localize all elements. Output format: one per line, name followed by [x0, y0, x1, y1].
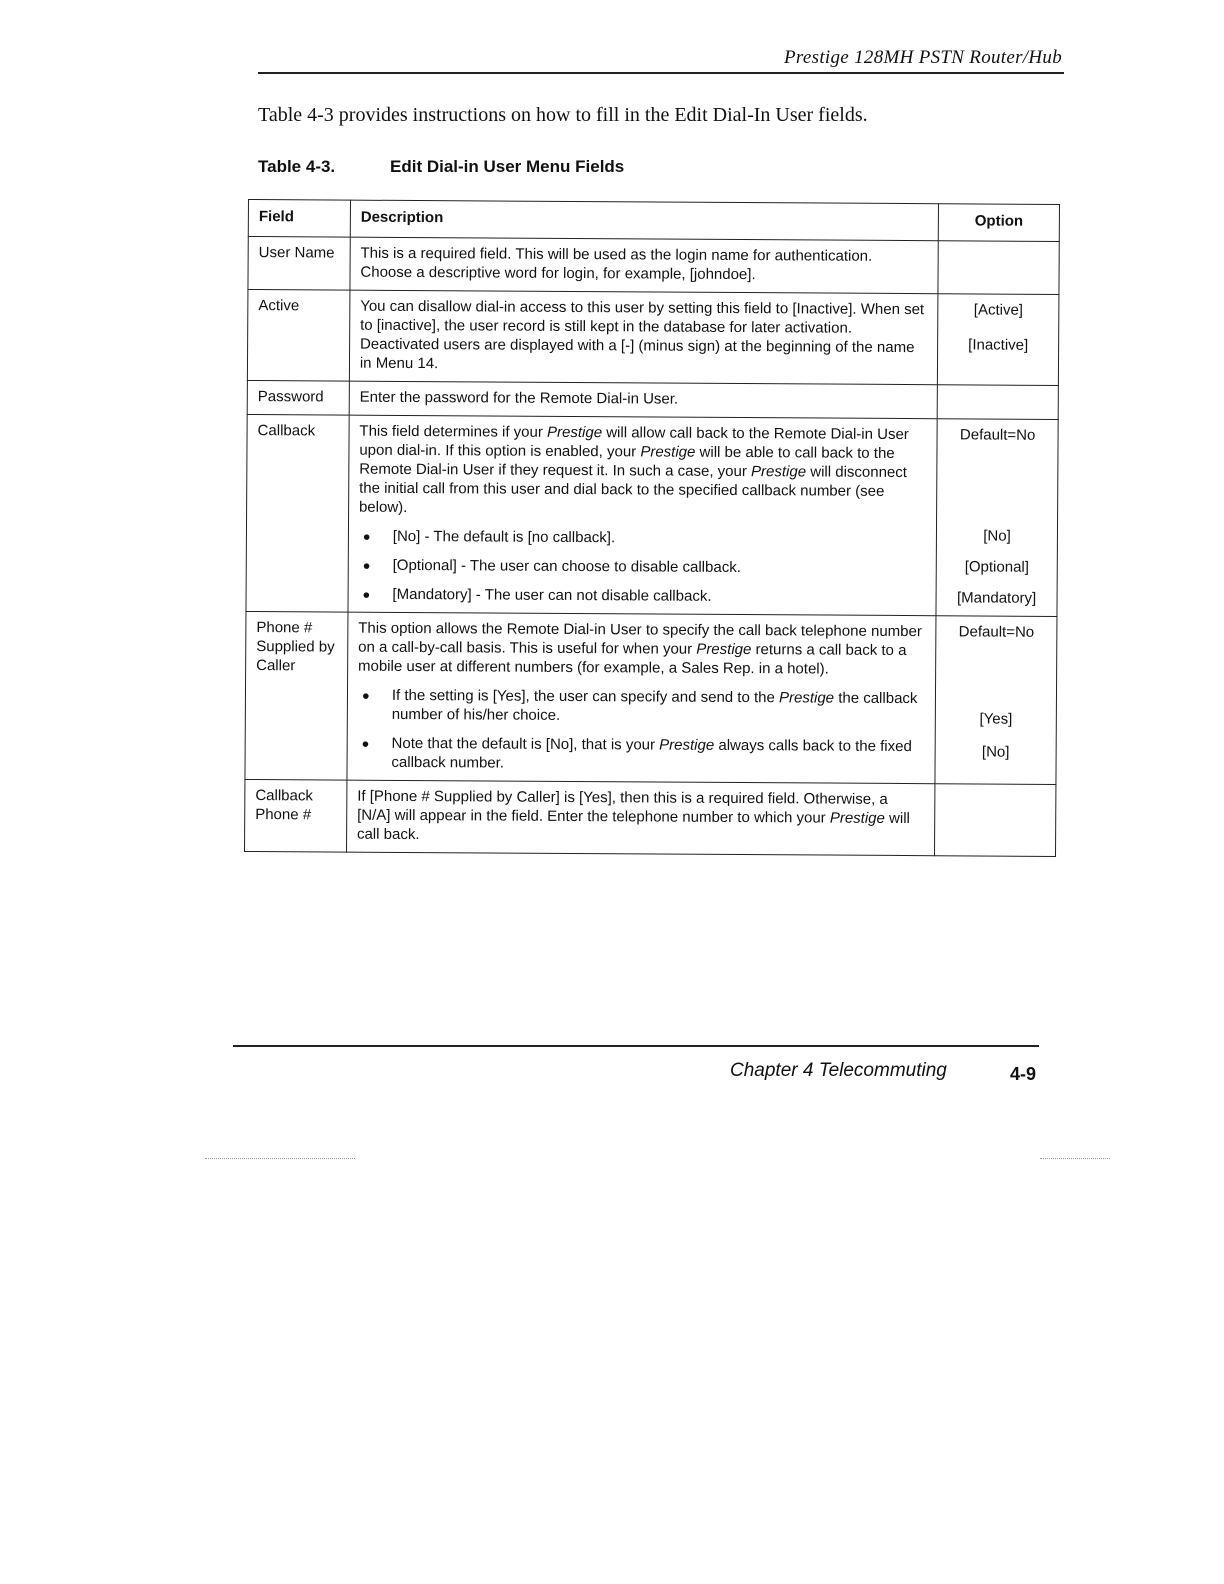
text-run: will allow call back to the Remote Dial-in User upon dial-in. If this option is enabled, your [359, 424, 909, 461]
product-name: Prestige [751, 463, 807, 481]
field-description [347, 612, 936, 784]
bullet-item [358, 686, 926, 727]
table-row [247, 380, 1058, 419]
field-description: Enter the password for the Remote Dial-in User. [349, 381, 937, 419]
bullet-item: ● [No] - The default is [no callback]. [359, 527, 926, 549]
field-option [935, 784, 1056, 857]
text-run: Note that the default is [No], that is your [391, 734, 660, 754]
text-run: the callback number of his/her choice. [391, 689, 918, 724]
default-value: Default=No [958, 623, 1035, 641]
option-value: [Optional] [964, 558, 1030, 576]
text-run: always calls back to the fixed callback number. [391, 736, 912, 772]
product-name: Prestige [640, 443, 696, 461]
field-options [936, 419, 1058, 617]
table-row [245, 779, 1056, 856]
page-header [258, 42, 1064, 74]
description-paragraph [357, 787, 925, 847]
text-run: will call back. [356, 809, 910, 844]
field-description: This is a required field. This will be used as the login name for authentication. Choose a descriptive word for login, for example, [johndoe]. [350, 237, 939, 294]
header-title: Prestige 128MH PSTN Router/Hub [784, 47, 1062, 68]
field-description [346, 780, 935, 856]
table-row [247, 290, 1059, 386]
table-caption [258, 157, 624, 177]
text-run: will disconnect the initial call from this user and dial back to the specified callback number (see below). [358, 463, 908, 516]
field-name: Password [247, 380, 349, 415]
field-option [937, 385, 1058, 420]
text-run: will be able to call back to the Remote Dial-in User if they request it. In such a case, your [359, 443, 895, 481]
table-row [246, 414, 1058, 616]
option-value: [No] [983, 527, 1011, 545]
field-description [348, 415, 937, 616]
product-name: Prestige [696, 640, 752, 659]
field-name: Callback Phone # [245, 779, 347, 852]
text-run: If the setting is [Yes], the user can specify and send to the [391, 686, 780, 707]
field-name: Phone # Supplied by Caller [245, 611, 348, 780]
field-option [938, 241, 1059, 295]
footer-page-number: 4-9 [1010, 1064, 1037, 1084]
text-run: This field determines if your [359, 422, 548, 441]
bullet-item: ● [Optional] - The user can choose to disable callback. [359, 556, 926, 578]
table-row [245, 611, 1057, 784]
product-name: Prestige [659, 736, 715, 754]
field-description: You can disallow dial-in access to this user by setting this field to [Inactive]. When set to [inactive], the user record is still kept in the database for later activation. Deactivated users are displayed with a [-] (minus sign) at the beginning of the name in Menu 14. [349, 290, 938, 385]
field-options [938, 294, 1059, 386]
option-value: [Mandatory] [956, 589, 1037, 607]
default-value: Default=No [959, 426, 1036, 444]
table-number: Table 4-3. [258, 157, 336, 176]
product-name: Prestige [546, 423, 603, 442]
table-row [248, 237, 1059, 295]
footer-chapter: Chapter 4 Telecommuting [730, 1060, 947, 1081]
description-paragraph [359, 422, 927, 520]
table-title: Edit Dial-in User Menu Fields [390, 157, 625, 176]
scan-artifact [1040, 1158, 1110, 1159]
text-run: This option allows the Remote Dial-in User to specify the call back telephone number on a call-by-call basis. This is useful for when your [358, 619, 922, 658]
option-value: [Inactive] [968, 336, 1029, 354]
footer-rule [233, 1045, 1039, 1047]
option-value: [No] [981, 743, 1010, 761]
text-run: returns a call back to a mobile user at different numbers (for example, a Sales Rep. in a hotel). [357, 641, 907, 678]
option-value: [Active] [973, 301, 1024, 319]
field-options [935, 616, 1057, 785]
field-name: Callback [246, 414, 349, 612]
fields-table [244, 199, 1060, 857]
bullet-item: ● [Mandatory] - The user can not disable callback. [358, 585, 925, 607]
product-name: Prestige [778, 689, 835, 707]
bullet-item [357, 734, 925, 775]
table-header-row [248, 200, 1059, 242]
field-name: Active [247, 290, 349, 382]
field-name: User Name [248, 237, 350, 291]
intro-paragraph: Table 4-3 provides instructions on how to fill in the Edit Dial-In User fields. [258, 104, 868, 126]
text-run: If [Phone # Supplied by Caller] is [Yes], then this is a required field. Otherwise, a [N/A] will appear in the field. Enter the telephone number to which your [357, 787, 888, 827]
header-field: Field [248, 200, 350, 238]
header-option: Option [938, 204, 1059, 242]
option-value: [Yes] [979, 710, 1013, 728]
scan-artifact [205, 1158, 355, 1159]
product-name: Prestige [829, 809, 885, 827]
description-paragraph [358, 619, 926, 679]
header-description: Description [350, 200, 938, 241]
